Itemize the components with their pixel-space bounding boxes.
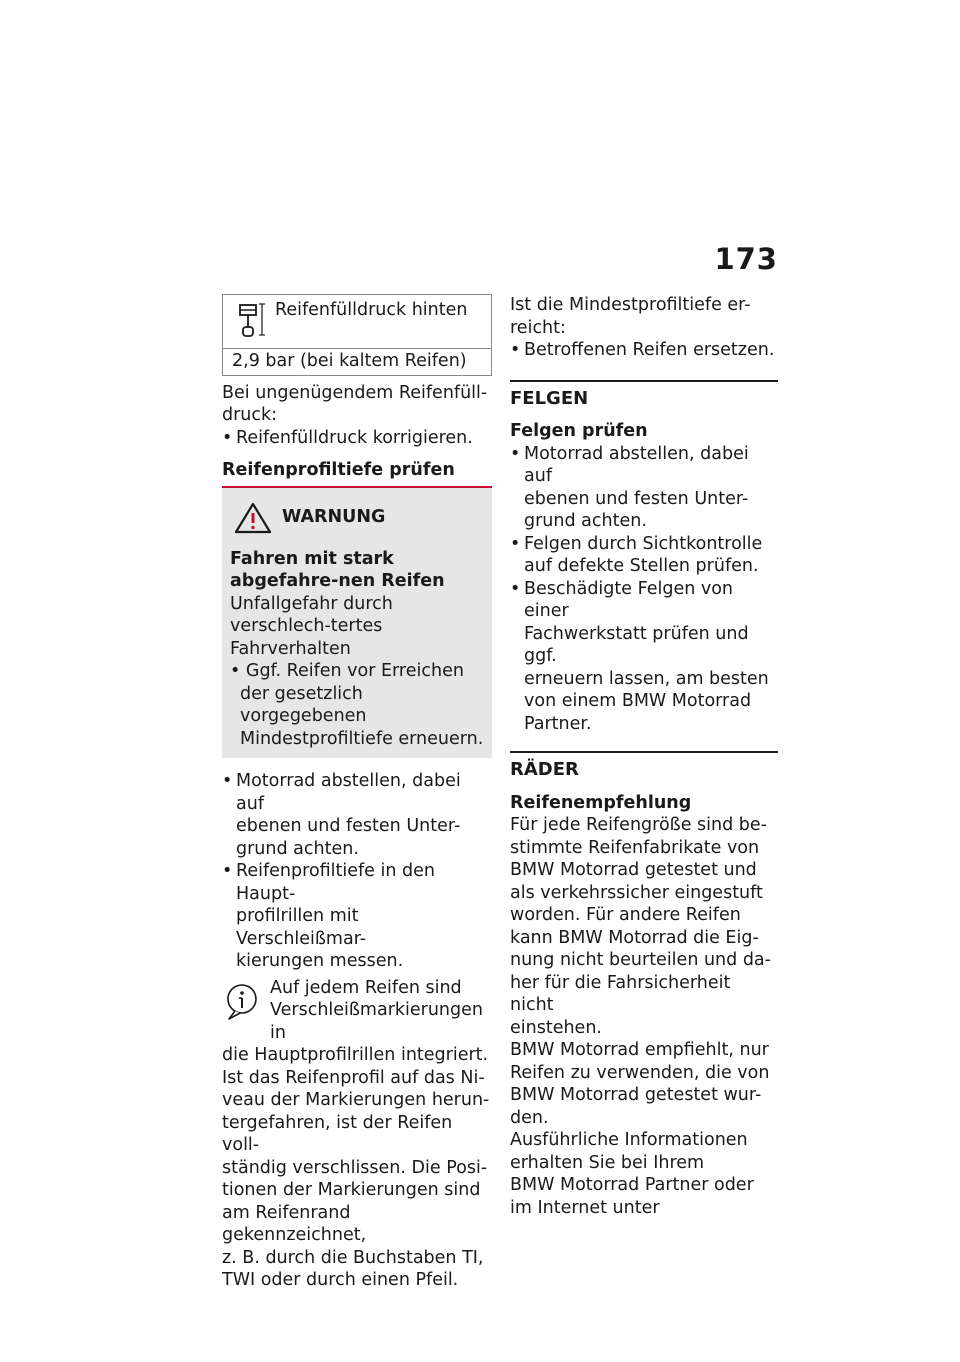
- warning-bullet-line: Mindestprofiltiefe erneuern.: [240, 728, 484, 749]
- warning-box: [222, 488, 492, 759]
- heading-profile-depth: Reifenprofiltiefe prüfen: [222, 460, 455, 480]
- info-line: Verschleißmarkierungen in: [270, 1000, 483, 1043]
- warning-text: Unfallgefahr durch verschlech-tertes Fahrverhalten: [230, 593, 393, 659]
- list-item-cont: Partner.: [524, 713, 592, 734]
- warning-bullet-line: der gesetzlich vorgegebenen: [240, 683, 367, 726]
- left-column: [222, 294, 492, 1292]
- text-line: stimmte Reifenfabrikate von: [510, 837, 760, 858]
- info-note: [222, 977, 492, 1045]
- recommendation-text: [510, 814, 778, 1219]
- subheading-reifenempfehlung: Reifenempfehlung: [510, 792, 692, 813]
- procedure-list: [222, 770, 492, 973]
- warning-bullet-line: • Ggf. Reifen vor Erreichen: [230, 661, 464, 681]
- tire-pressure-spec-box: [222, 294, 492, 376]
- list-item: • Felgen durch Sichtkontrolle: [510, 533, 778, 556]
- list-item-cont: kierungen messen.: [236, 951, 404, 971]
- intro-line: Ist die Mindestprofiltiefe er-: [510, 295, 751, 315]
- warning-triangle-icon: [234, 502, 272, 534]
- list-item: • Beschädigte Felgen von einer: [510, 578, 778, 623]
- info-line: Ist das Reifenprofil auf das Ni-: [222, 1067, 485, 1088]
- text-line: erhalten Sie bei Ihrem: [510, 1152, 705, 1173]
- list-item: • Motorrad abstellen, dabei auf: [222, 770, 492, 815]
- page-number: 173: [714, 242, 778, 276]
- info-line: tionen der Markierungen sind: [222, 1180, 481, 1200]
- info-line: die Hauptprofilrillen integriert.: [222, 1045, 489, 1065]
- list-item-cont: ebenen und festen Unter-: [236, 816, 461, 836]
- tire-pressure-gauge-icon: [237, 299, 267, 339]
- list-item-cont: auf defekte Stellen prüfen.: [524, 556, 759, 576]
- warning-label: WARNUNG: [282, 507, 386, 528]
- info-icon: [226, 983, 258, 1021]
- list-item-cont: ebenen und festen Unter-: [524, 488, 749, 509]
- section-felgen: FELGEN: [510, 380, 778, 411]
- list-item: • Motorrad abstellen, dabei auf: [510, 443, 778, 488]
- text-line: her für die Fahrsicherheit nicht: [510, 972, 731, 1015]
- text-line: Reifen zu verwenden, die von: [510, 1062, 770, 1083]
- text-line: nung nicht beurteilen und da-: [510, 950, 771, 970]
- info-line: z. B. durch die Buchstaben TI,: [222, 1247, 484, 1268]
- text-line: worden. Für andere Reifen: [510, 905, 741, 925]
- info-line: tergefahren, ist der Reifen voll-: [222, 1112, 453, 1155]
- intro-bullet: • Betroffenen Reifen ersetzen.: [510, 339, 778, 362]
- low-pressure-text: Bei ungenügendem Reifenfüll-druck:: [222, 382, 488, 425]
- section-raeder: RÄDER: [510, 751, 778, 782]
- text-line: einstehen.: [510, 1017, 602, 1038]
- info-line: ständig verschlissen. Die Posi-: [222, 1157, 488, 1178]
- list-item-cont: Fachwerkstatt prüfen und ggf.: [524, 623, 749, 666]
- list-item-cont: von einem BMW Motorrad: [524, 691, 752, 711]
- felgen-list: [510, 443, 778, 736]
- text-line: im Internet unter: [510, 1197, 660, 1218]
- spec-header: [223, 295, 491, 349]
- right-column: [510, 294, 778, 1219]
- subheading-felgen: Felgen prüfen: [510, 421, 648, 441]
- list-item: • Reifenprofiltiefe in den Haupt-: [222, 860, 492, 905]
- spec-value: 2,9 bar (bei kaltem Reifen): [232, 351, 467, 371]
- text-line: den.: [510, 1107, 549, 1128]
- text-line: BMW Motorrad getestet wur-: [510, 1085, 762, 1105]
- info-line: veau der Markierungen herun-: [222, 1090, 490, 1110]
- text-line: BMW Motorrad getestet und: [510, 860, 757, 880]
- text-line: BMW Motorrad empfiehlt, nur: [510, 1040, 769, 1060]
- intro-line: reicht:: [510, 317, 566, 338]
- info-continued: [222, 1044, 492, 1292]
- info-line: Auf jedem Reifen sind: [270, 977, 462, 998]
- list-item-cont: erneuern lassen, am besten: [524, 668, 769, 689]
- info-line: am Reifenrand gekennzeichnet,: [222, 1202, 367, 1245]
- low-pressure-bullet: • Reifenfülldruck korrigieren.: [222, 427, 492, 450]
- text-line: BMW Motorrad Partner oder: [510, 1175, 754, 1195]
- list-item-cont: profilrillen mit Verschleißmar-: [236, 906, 367, 949]
- text-line: kann BMW Motorrad die Eig-: [510, 927, 759, 948]
- spec-title: Reifenfülldruck hinten: [275, 300, 468, 320]
- list-item-cont: grund achten.: [236, 838, 359, 859]
- warning-title: Fahren mit stark abgefahre-nen Reifen: [230, 548, 445, 591]
- info-line: TWI oder durch einen Pfeil.: [222, 1270, 459, 1290]
- text-line: Für jede Reifengröße sind be-: [510, 815, 767, 835]
- list-item-cont: grund achten.: [524, 511, 647, 531]
- warning-header: [234, 502, 484, 534]
- text-line: als verkehrssicher eingestuft: [510, 882, 763, 903]
- text-line: Ausführliche Informationen: [510, 1130, 748, 1150]
